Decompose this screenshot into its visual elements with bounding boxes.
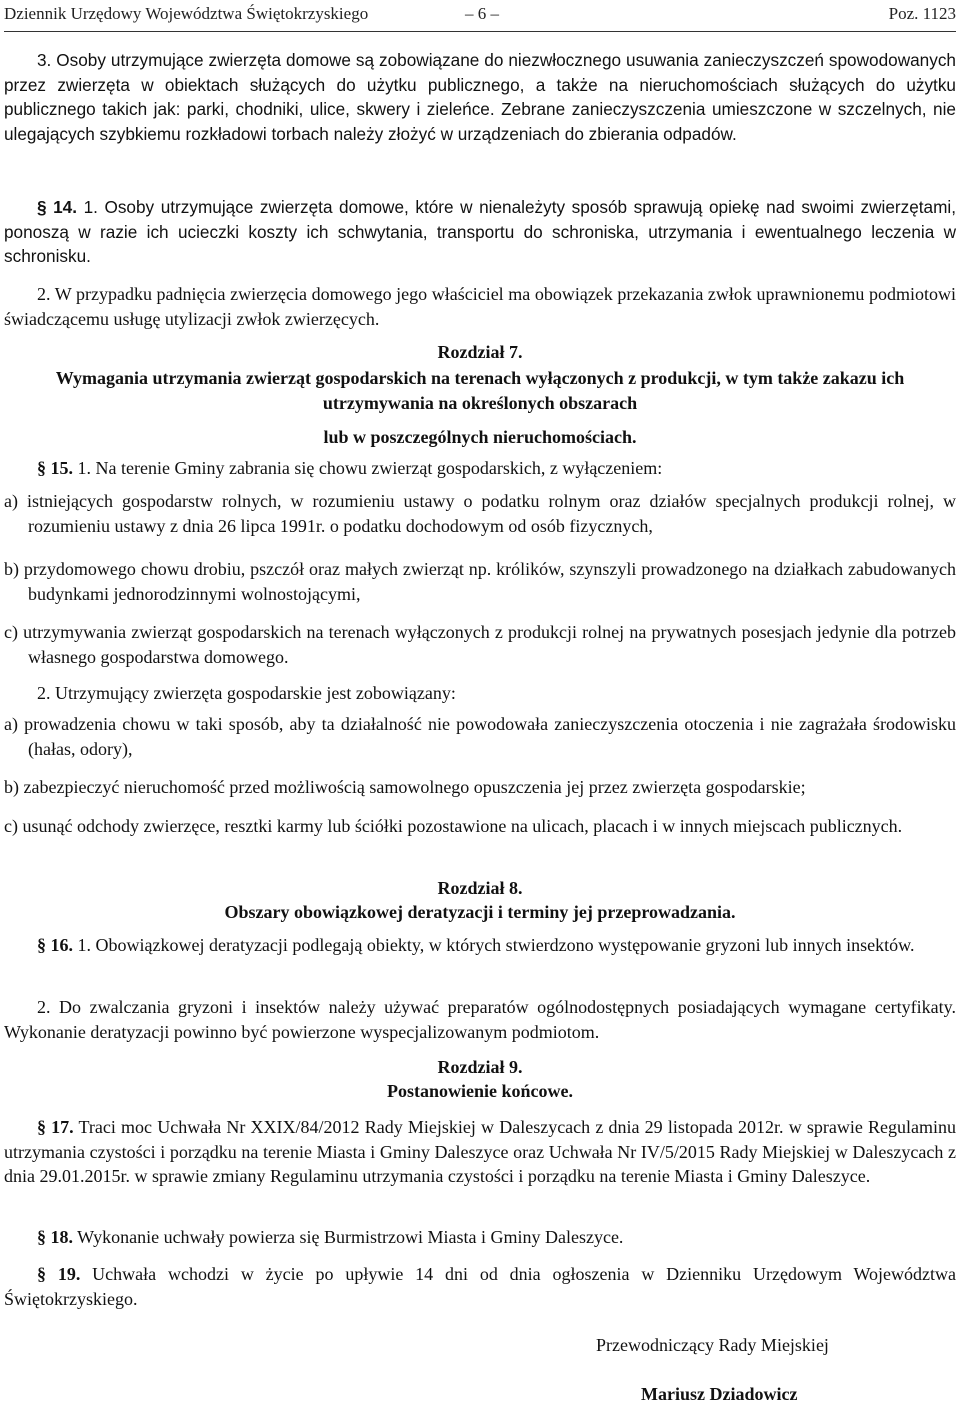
chapter-7-subtitle: Wymagania utrzymania zwierząt gospodarskich na terenach wyłączonych z produkcji, w tym także zakazu ich utrzymywania na określonych obszarach: [55, 368, 905, 413]
signature-role: Przewodniczący Rady Miejskiej: [596, 1335, 829, 1355]
page-header: [4, 4, 956, 34]
section-19: [4, 1262, 956, 1311]
section-15-item-b: b) przydomowego chowu drobiu, pszczół oraz małych zwierząt np. królików, szynszyli prowadzonego na działkach zabudowanych budynkami jednorodzinnymi wolnostojącymi,: [4, 559, 956, 604]
section-16-point-2: 2. Do zwalczania gryzoni i insektów należy używać preparatów ogólnodostępnych posiadających wymagane certyfikaty. Wykonanie deratyzacji powinno być powierzone wyspecjalizowanym podmiotom.: [4, 997, 956, 1042]
section-17: [4, 1115, 956, 1189]
section-15-point-2-item-a: a) prowadzenia chowu w taki sposób, aby ta działalność nie powodowała zanieczyszczenia otoczenia i nie zagrażała środowisku (hałas, odory),: [4, 714, 956, 759]
section-14-point-1: [4, 195, 956, 269]
chapter-8-subtitle: Obszary obowiązkowej deratyzacji i terminy jej przeprowadzania.: [224, 902, 736, 922]
paragraph-text: Traci moc Uchwała Nr XXIX/84/2012 Rady Miejskiej w Daleszycach z dnia 29 listopada 2012r. w sprawie Regulaminu utrzymania czystości i porządku na terenie Miasta i Gminy Daleszyce oraz Uchwała Nr IV/5/2015 Rady Miejskiej w Daleszycach z dnia 29.01.2015r. w sprawie zmiany Regulaminu utrzymania czystości i porządku na terenie Miasta i Gminy Daleszyce.: [4, 1117, 957, 1186]
section-number: § 19.: [37, 1264, 81, 1284]
section-15-item-c: c) utrzymywania zwierząt gospodarskich na terenach wyłączonych z produkcji rolnej na prywatnych posesjach jedynie dla potrzeb własnego gospodarstwa domowego.: [4, 622, 956, 667]
paragraph-text: Uchwała wchodzi w życie po upływie 14 dni od dnia ogłoszenia w Dzienniku Urzędowym Województwa Świętokrzyskiego.: [4, 1264, 956, 1309]
point-label: 3.: [37, 50, 52, 70]
section-15-point-2: 2. Utrzymujący zwierzęta gospodarskie jest zobowiązany:: [37, 683, 456, 703]
section-14-point-2: [4, 282, 956, 331]
signature-name: Mariusz Dziadowicz: [641, 1384, 798, 1403]
section-15-item-a: a) istniejących gospodarstw rolnych, w rozumieniu ustawy o podatku rolnym oraz działów specjalnych produkcji rolnej, w rozumieniu ustawy z dnia 26 lipca 1991r. o podatku dochodowym od osób fizycznych,: [4, 491, 956, 536]
chapter-8-title: Rozdział 8.: [437, 878, 523, 898]
section-15-point-2-item-b: b) zabezpieczyć nieruchomość przed możliwością samowolnego opuszczenia jej przez zwierzęta gospodarskie;: [4, 777, 806, 797]
header-rule: [4, 31, 956, 32]
chapter-9-subtitle: Postanowienie końcowe.: [387, 1081, 573, 1101]
paragraph-text: 1. Obowiązkowej deratyzacji podlegają obiekty, w których stwierdzono występowanie gryzoni lub innych insektów.: [73, 935, 915, 955]
paragraph-text: 1. Osoby utrzymujące zwierzęta domowe, które w nienależyty sposób sprawują opiekę nad swoimi zwierzętami, ponoszą w razie ich ucieczki koszty ich schwytania, transportu do schroniska, utrzymania i ewentualnego leczenia w schronisku.: [4, 197, 956, 266]
paragraph-text-continued: Zebrane zanieczyszczenia umieszczone w szczelnych, nie ulegających szybkiemu rozkładowi torbach należy złożyć w urządzeniach do zbierania odpadów.: [4, 99, 956, 144]
section-13-point-3: [4, 48, 956, 146]
section-number: § 15.: [37, 458, 73, 478]
section-number: § 14.: [37, 197, 78, 217]
journal-title: Dziennik Urzędowy Województwa Świętokrzyskiego: [4, 4, 369, 23]
chapter-9-title: Rozdział 9.: [437, 1057, 523, 1077]
position-number: Poz. 1123: [888, 4, 956, 23]
section-number: § 18.: [37, 1227, 73, 1247]
section-number: § 16.: [37, 935, 73, 955]
paragraph-text: Osoby utrzymujące zwierzęta domowe są zobowiązane do niezwłocznego usuwania zanieczyszczeń spowodowanych przez zwierzęta w obiektach służących do użytku publicznego, a także na nieruchomościach służących do użytku publicznego takich jak: parki, chodniki, ulice, skwery i zieleńce.: [4, 50, 956, 119]
paragraph-text: Wykonanie uchwały powierza się Burmistrzowi Miasta i Gminy Daleszyce.: [73, 1227, 624, 1247]
chapter-7-title: Rozdział 7.: [437, 342, 523, 362]
section-16-point-1: [4, 933, 956, 958]
paragraph-text: 2. W przypadku padnięcia zwierzęcia domowego jego właściciel ma obowiązek przekazania zwłok uprawnionemu podmiotowi świadczącemu usługę utylizacji zwłok zwierzęcych.: [4, 284, 956, 329]
chapter-7-subtitle-line-2: lub w poszczególnych nieruchomościach.: [323, 427, 637, 447]
section-18: [4, 1225, 956, 1250]
section-number: § 17.: [37, 1117, 74, 1137]
section-15-point-2-item-c: c) usunąć odchody zwierzęce, resztki karmy lub ściółki pozostawione na ulicach, placach i w innych miejscach publicznych.: [4, 816, 903, 836]
page-number: – 6 –: [465, 4, 499, 23]
paragraph-text: 1. Na terenie Gminy zabrania się chowu zwierząt gospodarskich, z wyłączeniem:: [73, 458, 663, 478]
section-15-point-1: [4, 456, 956, 481]
